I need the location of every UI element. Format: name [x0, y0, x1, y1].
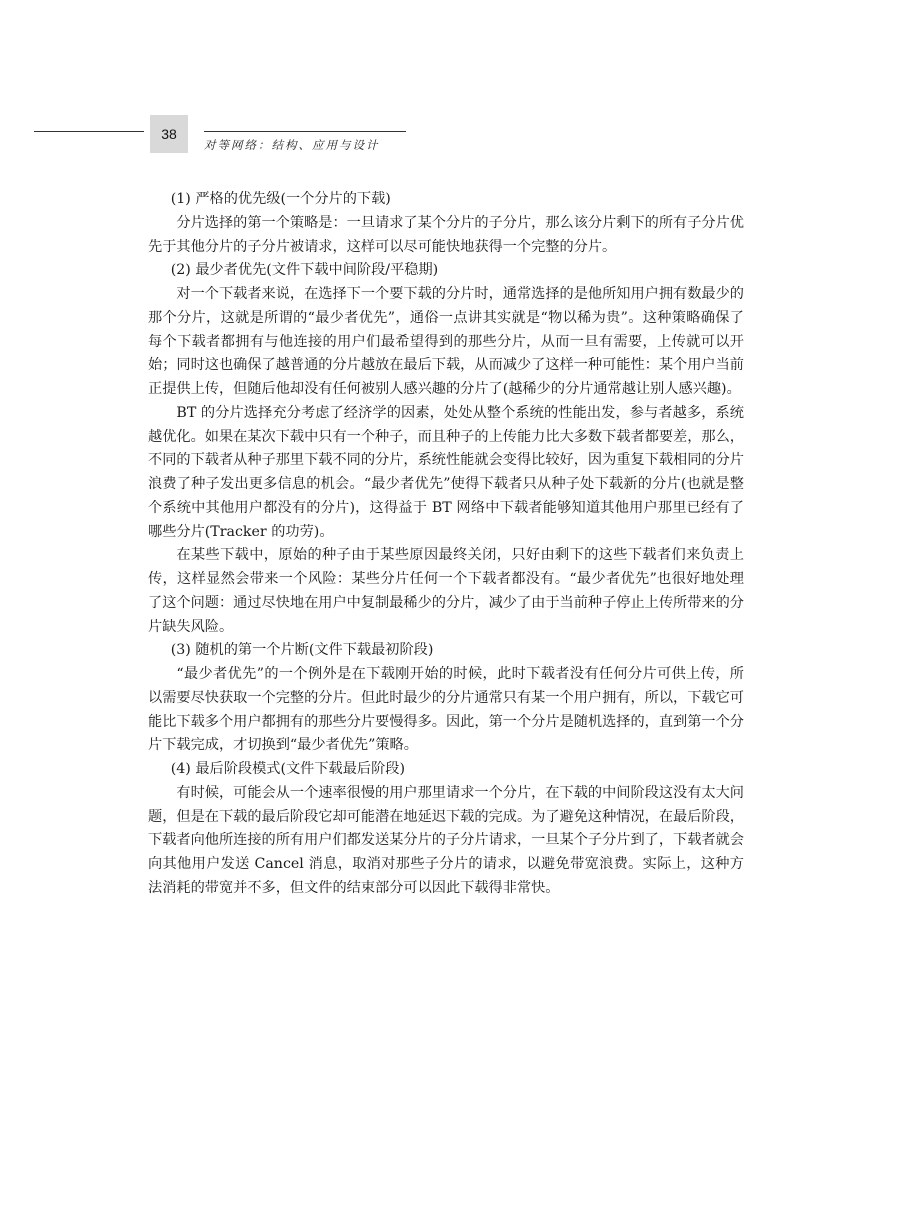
- section-heading-1: (1) 严格的优先级(一个分片的下载): [170, 191, 391, 207]
- section-heading-4: (4) 最后阶段模式(文件下载最后阶段): [170, 761, 406, 777]
- paragraph: BT 的分片选择充分考虑了经济学的因素，处处从整个系统的性能出发，参与者越多，系统越优化。如果在某次下载中只有一个种子，而且种子的上传能力比大多数下载者都要差，那么，不同的下载者从种子那里下载不同的分片，系统性能就会变得比较好，因为重复下载相同的分片浪费了种子发出更多信息的机会。“最少者优先”使得下载者只从种子处下载新的分片(也就是整个系统中其他用户都没有的分片)，这得益于 BT 网络中下载者能够知道其他用户那里已经有了哪些分片(Tracker 的功劳)。: [148, 404, 744, 540]
- page-number-text: 38: [161, 126, 177, 142]
- paragraph: 分片选择的第一个策略是：一旦请求了某个分片的子分片，那么该分片剩下的所有子分片优先于其他分片的子分片被请求，这样可以尽可能快地获得一个完整的分片。: [148, 214, 744, 255]
- section-heading-3: (3) 随机的第一个片断(文件下载最初阶段): [170, 642, 434, 659]
- header-rule-right: [204, 131, 406, 132]
- page-number: [150, 115, 188, 153]
- running-title: 对等网络：结构、应用与设计: [204, 138, 380, 152]
- paragraph: 对一个下载者来说，在选择下一个要下载的分片时，通常选择的是他所知用户拥有数最少的那个分片，这就是所谓的“最少者优先”，通俗一点讲其实就是“物以稀为贵”。这种策略确保了每个下载者都拥有与他连接的用户们最希望得到的那些分片，从而一旦有需要，上传就可以开始；同时这也确保了越普通的分片越放在最后下载，从而减少了这样一种可能性：某个用户当前正提供上传，但随后他却没有任何被别人感兴趣的分片了(越稀少的分片通常越让别人感兴趣)。: [148, 286, 744, 397]
- header-rule-left: [34, 131, 144, 132]
- paragraph: 在某些下载中，原始的种子由于某些原因最终关闭，只好由剩下的这些下载者们来负责上传，这样显然会带来一个风险：某些分片任何一个下载者都没有。“最少者优先”也很好地处理了这个问题：通过尽快地在用户中复制最稀少的分片，减少了由于当前种子停止上传所带来的分片缺失风险。: [148, 547, 744, 635]
- section-heading-2: (2) 最少者优先(文件下载中间阶段/平稳期): [170, 262, 439, 279]
- paragraph: “最少者优先”的一个例外是在下载刚开始的时候，此时下载者没有任何分片可供上传，所以需要尽快获取一个完整的分片。但此时最少的分片通常只有某一个用户拥有，所以，下载它可能比下载多个用户都拥有的那些分片要慢得多。因此，第一个分片是随机选择的，直到第一个分片下载完成，才切换到“最少者优先”策略。: [148, 666, 744, 754]
- paragraph: 有时候，可能会从一个速率很慢的用户那里请求一个分片，在下载的中间阶段这没有太大问题，但是在下载的最后阶段它却可能潜在地延迟下载的完成。为了避免这种情况，在最后阶段，下载者向他所连接的所有用户们都发送某分片的子分片请求，一旦某个子分片到了，下载者就会向其他用户发送 Cancel 消息，取消对那些子分片的请求，以避免带宽浪费。实际上，这种方法消耗的带宽并不多，但文件的结束部分可以因此下载得非常快。: [148, 784, 744, 896]
- body-text: [148, 188, 744, 901]
